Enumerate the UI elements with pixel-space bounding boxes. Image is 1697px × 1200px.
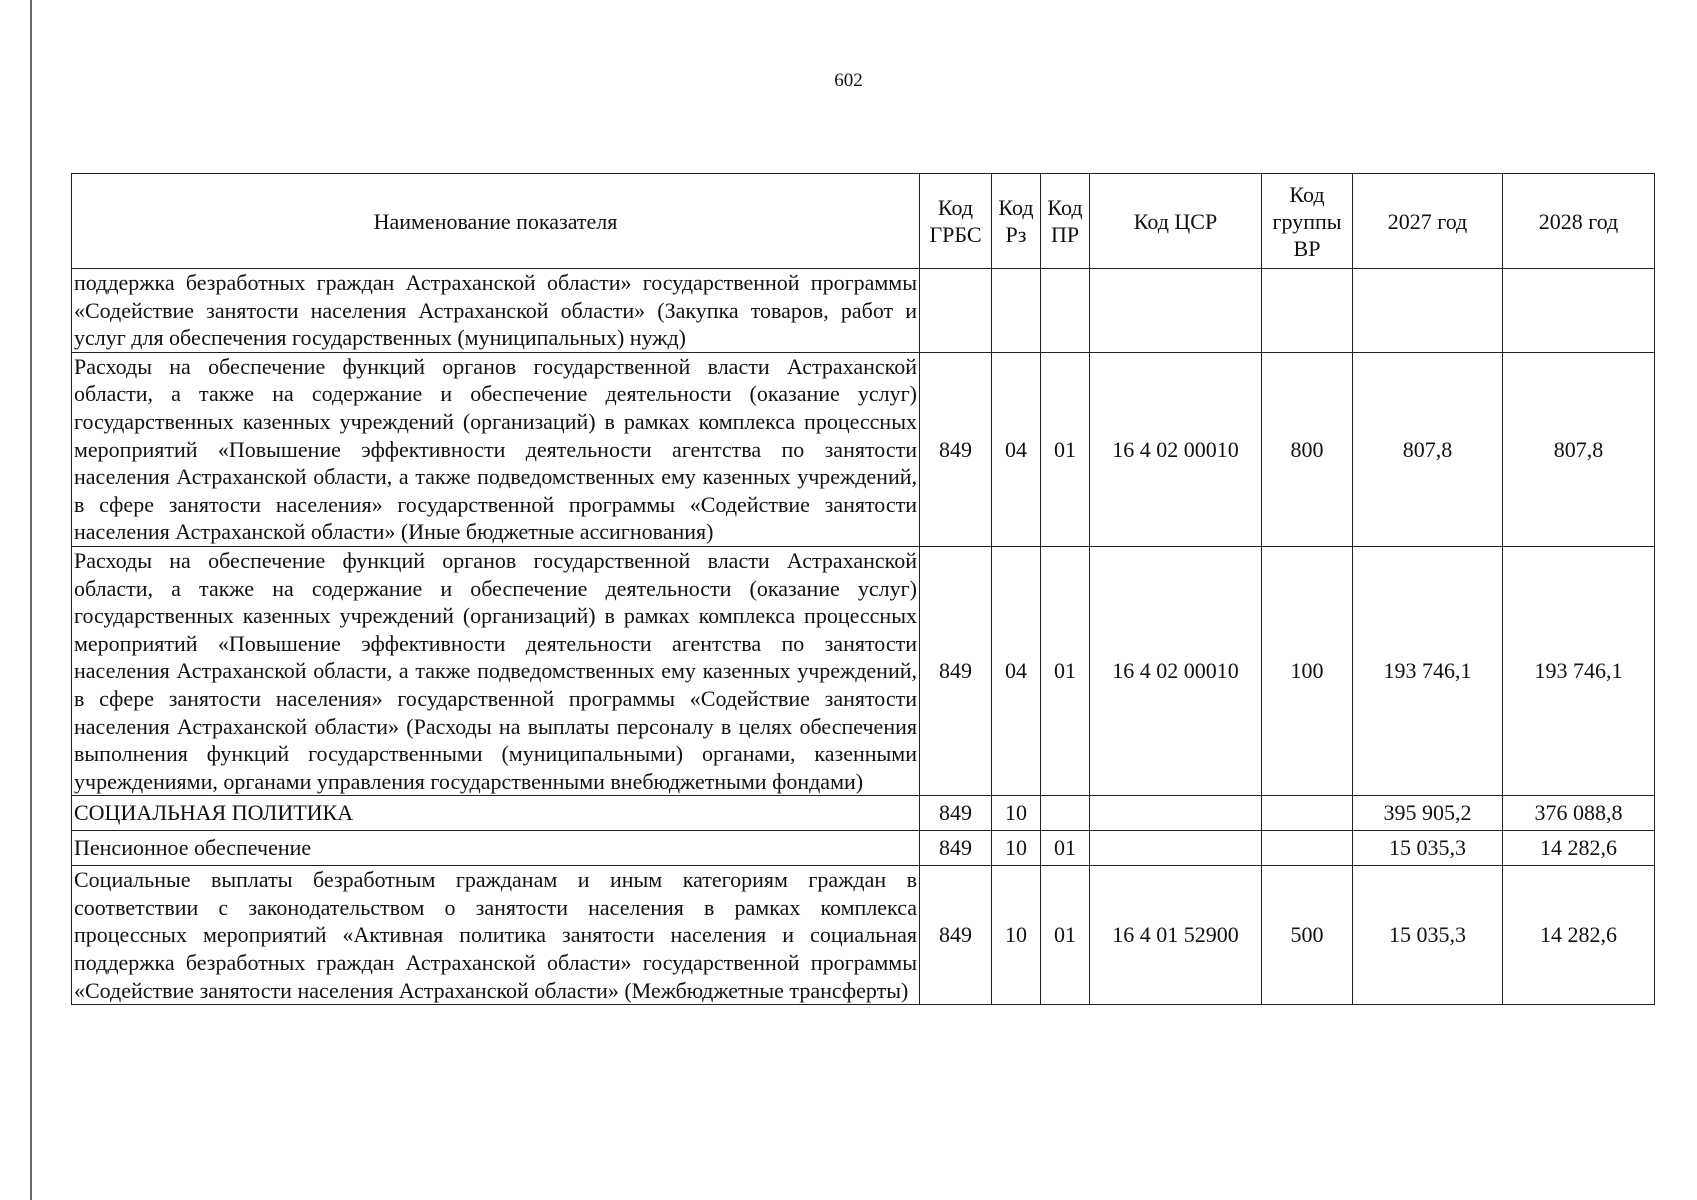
header-rz: Код Рз	[992, 174, 1041, 269]
cell-rz: 10	[992, 831, 1041, 866]
cell-vr	[1262, 269, 1353, 353]
cell-grbs: 849	[920, 796, 992, 831]
cell-pr: 01	[1041, 352, 1090, 546]
cell-csr: 16 4 02 00010	[1090, 352, 1262, 546]
cell-2027: 15 035,3	[1353, 831, 1503, 866]
header-name: Наименование показателя	[72, 174, 920, 269]
cell-csr	[1090, 831, 1262, 866]
cell-2028: 193 746,1	[1503, 546, 1655, 795]
cell-csr	[1090, 796, 1262, 831]
cell-rz: 10	[992, 796, 1041, 831]
cell-vr	[1262, 831, 1353, 866]
table-row	[72, 546, 1655, 795]
cell-name: Социальные выплаты безработным гражданам и иным категориям граждан в соответствии с законодательством о занятости населения в рамках комплекса процессных мероприятий «Активная политика занятости населения и социальная поддержка безработных граждан Астраханской области» государственной программы «Содействие занятости населения Астраханской области» (Межбюджетные трансферты)	[72, 866, 920, 1005]
cell-2027: 193 746,1	[1353, 546, 1503, 795]
cell-rz	[992, 269, 1041, 353]
cell-name: Расходы на обеспечение функций органов государственной власти Астраханской области, а также на содержание и обеспечение деятельности (оказание услуг) государственных казенных учреждений (организаций) в рамках комплекса процессных мероприятий «Повышение эффективности деятельности агентства по занятости населения Астраханской области, а также подведомственных ему казенных учреждений, в сфере занятости населения» государственной программы «Содействие занятости населения Астраханской области» (Расходы на выплаты персоналу в целях обеспечения выполнения функций государственными (муниципальными) органами, казенными учреждениями, органами управления государственными внебюджетными фондами)	[72, 546, 920, 795]
cell-vr: 100	[1262, 546, 1353, 795]
cell-rz: 04	[992, 546, 1041, 795]
cell-csr	[1090, 269, 1262, 353]
cell-2027: 395 905,2	[1353, 796, 1503, 831]
cell-pr	[1041, 269, 1090, 353]
cell-vr: 800	[1262, 352, 1353, 546]
cell-grbs: 849	[920, 546, 992, 795]
cell-2027	[1353, 269, 1503, 353]
header-vr: Код группы ВР	[1262, 174, 1353, 269]
cell-name: Пенсионное обеспечение	[72, 831, 920, 866]
table-row	[72, 866, 1655, 1005]
cell-csr: 16 4 01 52900	[1090, 866, 1262, 1005]
cell-2028: 14 282,6	[1503, 866, 1655, 1005]
table-header-row	[72, 174, 1655, 269]
page-number: 602	[834, 70, 863, 91]
cell-pr: 01	[1041, 831, 1090, 866]
table-row	[72, 269, 1655, 353]
header-2027: 2027 год	[1353, 174, 1503, 269]
budget-table	[71, 173, 1655, 1005]
cell-grbs: 849	[920, 831, 992, 866]
cell-2028: 14 282,6	[1503, 831, 1655, 866]
header-csr: Код ЦСР	[1090, 174, 1262, 269]
cell-name: Расходы на обеспечение функций органов государственной власти Астраханской области, а также на содержание и обеспечение деятельности (оказание услуг) государственных казенных учреждений (организаций) в рамках комплекса процессных мероприятий «Повышение эффективности деятельности агентства по занятости населения Астраханской области, а также подведомственных ему казенных учреждений, в сфере занятости населения» государственной программы «Содействие занятости населения Астраханской области» (Иные бюджетные ассигнования)	[72, 352, 920, 546]
cell-pr	[1041, 796, 1090, 831]
cell-grbs: 849	[920, 352, 992, 546]
cell-2028	[1503, 269, 1655, 353]
cell-rz: 10	[992, 866, 1041, 1005]
table-row	[72, 352, 1655, 546]
cell-vr	[1262, 796, 1353, 831]
header-2028: 2028 год	[1503, 174, 1655, 269]
cell-2027: 15 035,3	[1353, 866, 1503, 1005]
cell-vr: 500	[1262, 866, 1353, 1005]
cell-2027: 807,8	[1353, 352, 1503, 546]
cell-pr: 01	[1041, 546, 1090, 795]
cell-2028: 807,8	[1503, 352, 1655, 546]
cell-pr: 01	[1041, 866, 1090, 1005]
cell-2028: 376 088,8	[1503, 796, 1655, 831]
table-row	[72, 831, 1655, 866]
cell-rz: 04	[992, 352, 1041, 546]
header-pr: Код ПР	[1041, 174, 1090, 269]
table-row	[72, 796, 1655, 831]
page-left-edge-line	[30, 0, 32, 1200]
cell-grbs: 849	[920, 866, 992, 1005]
cell-name: СОЦИАЛЬНАЯ ПОЛИТИКА	[72, 796, 920, 831]
cell-grbs	[920, 269, 992, 353]
cell-csr: 16 4 02 00010	[1090, 546, 1262, 795]
header-grbs: Код ГРБС	[920, 174, 992, 269]
cell-name: поддержка безработных граждан Астраханской области» государственной программы «Содействие занятости населения Астраханской области» (Закупка товаров, работ и услуг для обеспечения государственных (муниципальных) нужд)	[72, 269, 920, 353]
